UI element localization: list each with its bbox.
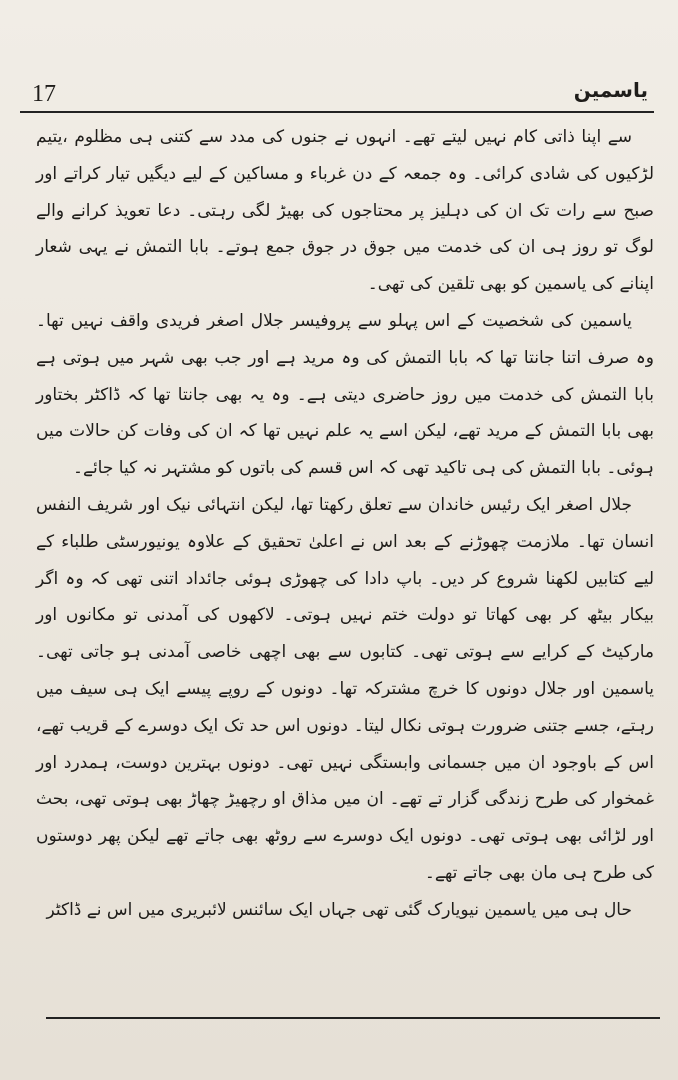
paragraph-2: یاسمین کی شخصیت کے اس پہلو سے پروفیسر جلال اصغر فریدی واقف نہیں تھا۔ وہ صرف اتنا جانتا تھا کہ بابا التمش کی وہ مرید ہے اور جب بھی شہر میں ہوتی ہے بابا التمش کی خدمت میں روز حاضری دیتی ہے۔ وہ یہ بھی جانتا تھا کہ ڈاکٹر بختاور بھی بابا التمش کے مرید تھے، لیکن اسے یہ علم نہیں تھا کہ ان کی وفات کن حالات میں ہوئی۔ بابا التمش کی ہی تاکید تھی کہ اس قسم کی باتوں کو مشتہر نہ کیا جائے۔ bbox=[36, 310, 654, 479]
header-rule bbox=[20, 111, 654, 113]
page-header bbox=[32, 80, 648, 110]
page-number: 17 bbox=[32, 81, 56, 107]
footer-rule bbox=[46, 1017, 660, 1019]
paragraph-1: سے اپنا ذاتی کام نہیں لیتے تھے۔ انہوں نے جنوں کی مدد سے کتنی ہی مظلوم ،یتیم لڑکیوں کی شادی کرائی۔ وہ جمعہ کے دن غرباء و مساکین کے لیے دیگیں تیار کراتے اور صبح سے رات تک ان کی دہلیز پر محتاجوں کی بھیڑ لگی رہتی۔ دعا تعویذ کرانے والے لوگ تو روز ہی ان کی خدمت میں جوق در جوق جمع ہوتے۔ بابا التمش نے یہی شعار اپنانے کی یاسمین کو بھی تلقین کی تھی۔ bbox=[36, 127, 654, 295]
paragraph-4: حال ہی میں یاسمین نیویارک گئی تھی جہاں ایک سائنس لائبریری میں اس نے ڈاکٹر bbox=[46, 899, 632, 920]
paragraph-3: جلال اصغر ایک رئیس خاندان سے تعلق رکھتا تھا، لیکن انتہائی نیک اور شریف النفس انسان تھا۔ ملازمت چھوڑنے کے بعد اس نے اعلیٰ تحقیق کے علاوہ یونیورسٹی طلباء کے لیے کتابیں لکھنا شروع کر دیں۔ باپ دادا کی چھوڑی ہوئی جائداد اتنی تھی کہ وہ اگر بیکار بیٹھ کر بھی کھاتا تو دولت ختم نہیں ہوتی۔ لاکھوں کی آمدنی تو مکانوں اور مارکیٹ کے کرایے سے ہوتی تھی۔ کتابوں سے بھی اچھی خاصی آمدنی ہو جاتی تھی۔ یاسمین اور جلال دونوں کا خرچ مشترکہ تھا۔ دونوں کے روپے پیسے ایک ہی سیف میں رہتے، جسے جتنی ضرورت ہوتی نکال لیتا۔ دونوں اس حد تک ایک دوسرے کے قریب تھے، اس کے باوجود ان میں جسمانی وابستگی نہیں تھی۔ دونوں بہترین دوست، ہمدرد اور غمخوار کی طرح زندگی گزار تے تھے۔ ان میں مذاق او رچھیڑ چھاڑ بھی ہوتی تھی، بحث اور لڑائی بھی ہوتی تھی۔ دونوں ایک دوسرے سے روٹھ بھی جاتے تھے لیکن پھر دوستوں کی طرح ہی مان بھی جاتے تھے۔ bbox=[36, 494, 654, 883]
running-head: یاسمین bbox=[573, 78, 648, 102]
page-body bbox=[36, 119, 654, 929]
